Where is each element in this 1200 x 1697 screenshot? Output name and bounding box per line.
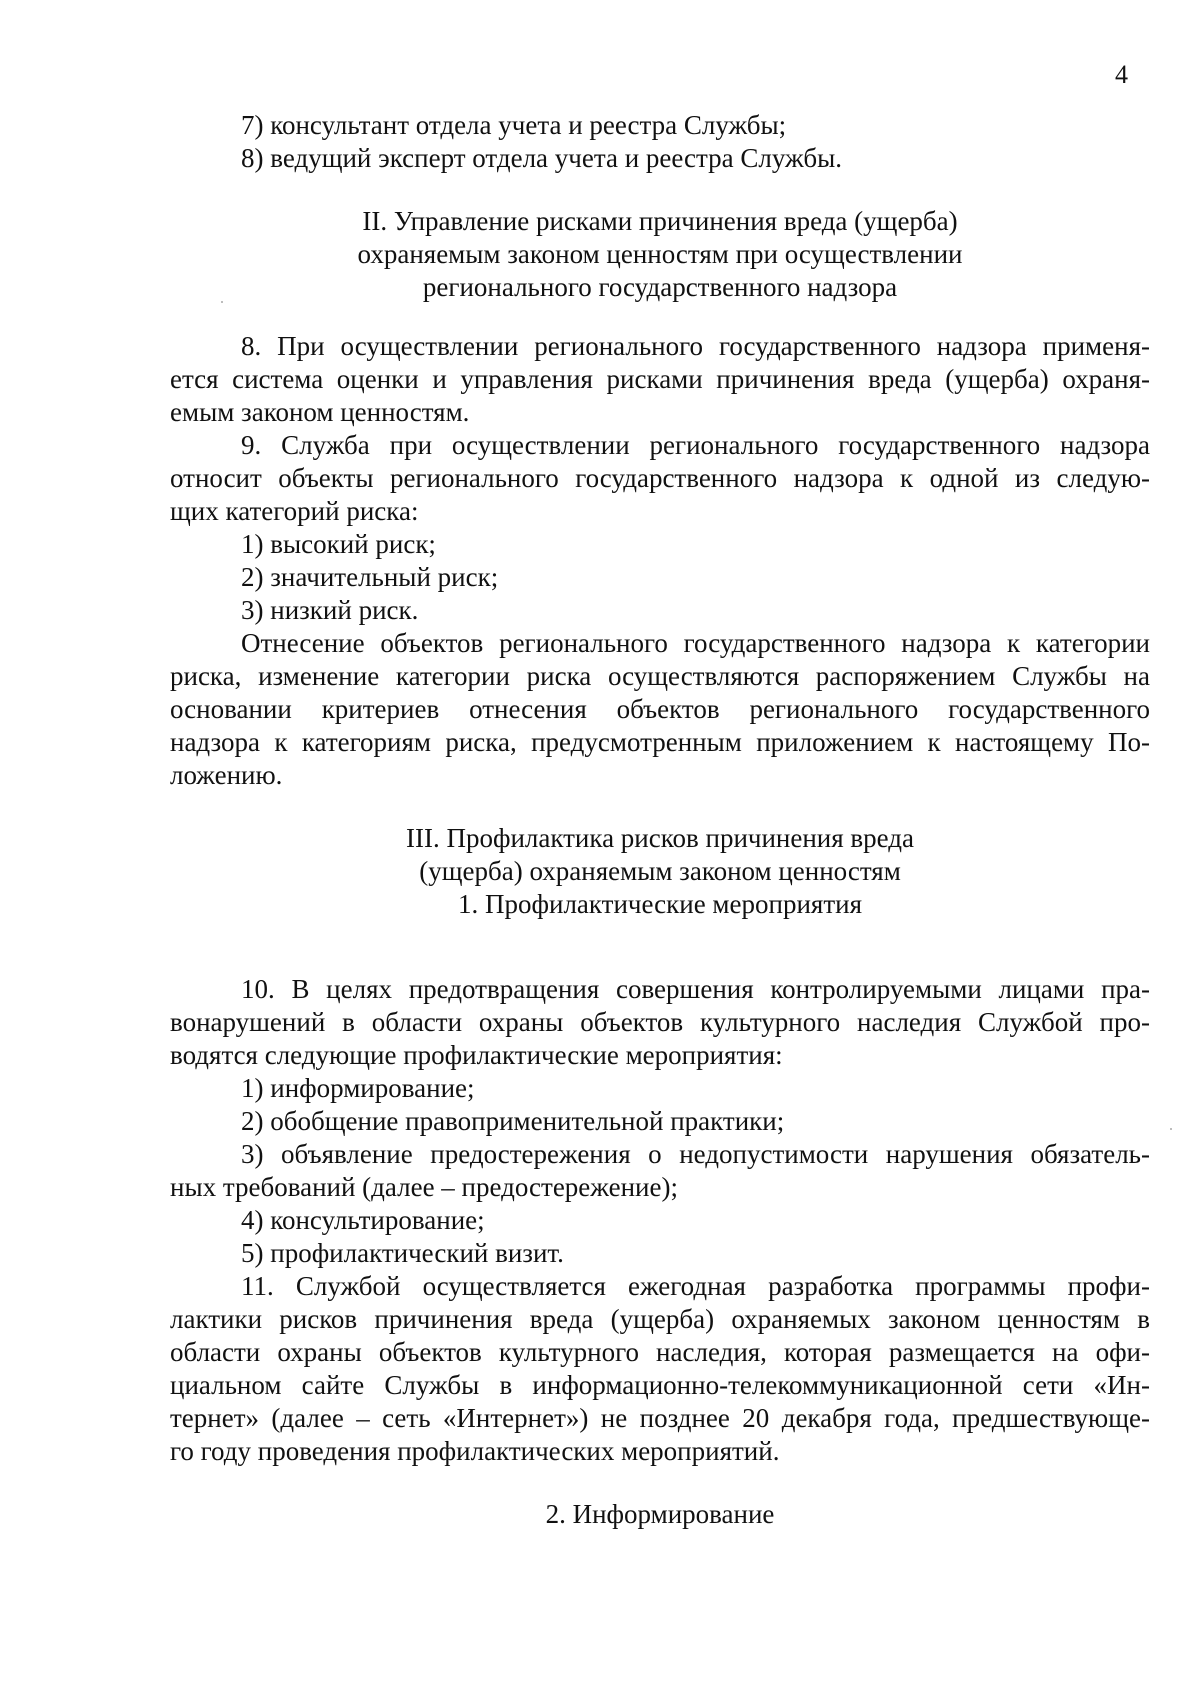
paragraph-11-line-3: области охраны объектов культурного наследия, которая размещается на офи- <box>170 1337 1150 1367</box>
subsection-2-title: 2. Информирование <box>545 1499 775 1529</box>
risk-assignment-line-4: надзора к категориям риска, предусмотренным приложением к настоящему По- <box>170 727 1150 757</box>
subsection-1-title: 1. Профилактические мероприятия <box>458 889 862 919</box>
risk-category-significant: 2) значительный риск; <box>241 562 499 592</box>
section-2-title-line-3: регионального государственного надзора <box>422 272 898 302</box>
paragraph-11-line-5: тернет» (далее – сеть «Интернет») не позднее 20 декабря года, предшествующе- <box>170 1403 1150 1433</box>
paragraph-11-line-6: го году проведения профилактических мероприятий. <box>170 1436 780 1466</box>
paragraph-8-line-3: емым законом ценностям. <box>170 397 470 427</box>
risk-assignment-line-1: Отнесение объектов регионального государственного надзора к категории <box>241 628 1150 658</box>
measure-informing: 1) информирование; <box>241 1073 475 1103</box>
section-3-title-line-1: III. Профилактика рисков причинения вреда <box>405 823 915 853</box>
measure-practice-generalization: 2) обобщение правоприменительной практики; <box>241 1106 785 1136</box>
section-3-title-line-2: (ущерба) охраняемым законом ценностям <box>419 856 901 886</box>
paragraph-10-line-2: вонарушений в области охраны объектов культурного наследия Службой про- <box>170 1007 1150 1037</box>
risk-assignment-line-2: риска, изменение категории риска осуществляются распоряжением Службы на <box>170 661 1150 691</box>
measure-warning-line-2: ных требований (далее – предостережение); <box>170 1172 678 1202</box>
scan-speck <box>221 301 223 303</box>
section-2-title-line-1: II. Управление рисками причинения вреда (ущерба) <box>362 206 958 236</box>
paragraph-9-line-1: 9. Служба при осуществлении регионального государственного надзора <box>241 430 1150 460</box>
risk-assignment-line-3: основании критериев отнесения объектов регионального государственного <box>170 694 1150 724</box>
risk-category-low: 3) низкий риск. <box>241 595 419 625</box>
risk-category-high: 1) высокий риск; <box>241 529 436 559</box>
list-item-expert: 8) ведущий эксперт отдела учета и реестра Службы. <box>241 143 842 173</box>
measure-consulting: 4) консультирование; <box>241 1205 485 1235</box>
paragraph-11-line-4: циальном сайте Службы в информационно-телекоммуникационной сети «Ин- <box>170 1370 1150 1400</box>
list-item-consultant: 7) консультант отдела учета и реестра Службы; <box>241 110 787 140</box>
paragraph-11-line-1: 11. Службой осуществляется ежегодная разработка программы профи- <box>241 1271 1150 1301</box>
paragraph-10-line-3: водятся следующие профилактические мероприятия: <box>170 1040 783 1070</box>
paragraph-9-line-2: относит объекты регионального государственного надзора к одной из следую- <box>170 463 1150 493</box>
page-number: 4 <box>1115 60 1128 89</box>
scan-speck <box>1170 1128 1172 1130</box>
risk-assignment-line-5: ложению. <box>170 760 283 790</box>
paragraph-10-line-1: 10. В целях предотвращения совершения контролируемыми лицами пра- <box>241 974 1150 1004</box>
measure-warning-line-1: 3) объявление предостережения о недопустимости нарушения обязатель- <box>241 1139 1150 1169</box>
paragraph-8-line-1: 8. При осуществлении регионального государственного надзора применя- <box>241 331 1150 361</box>
paragraph-8-line-2: ется система оценки и управления рисками причинения вреда (ущерба) охраня- <box>170 364 1150 394</box>
measure-preventive-visit: 5) профилактический визит. <box>241 1238 564 1268</box>
paragraph-9-line-3: щих категорий риска: <box>170 496 419 526</box>
paragraph-11-line-2: лактики рисков причинения вреда (ущерба) охраняемых законом ценностям в <box>170 1304 1150 1334</box>
section-2-title-line-2: охраняемым законом ценностям при осуществлении <box>357 239 963 269</box>
